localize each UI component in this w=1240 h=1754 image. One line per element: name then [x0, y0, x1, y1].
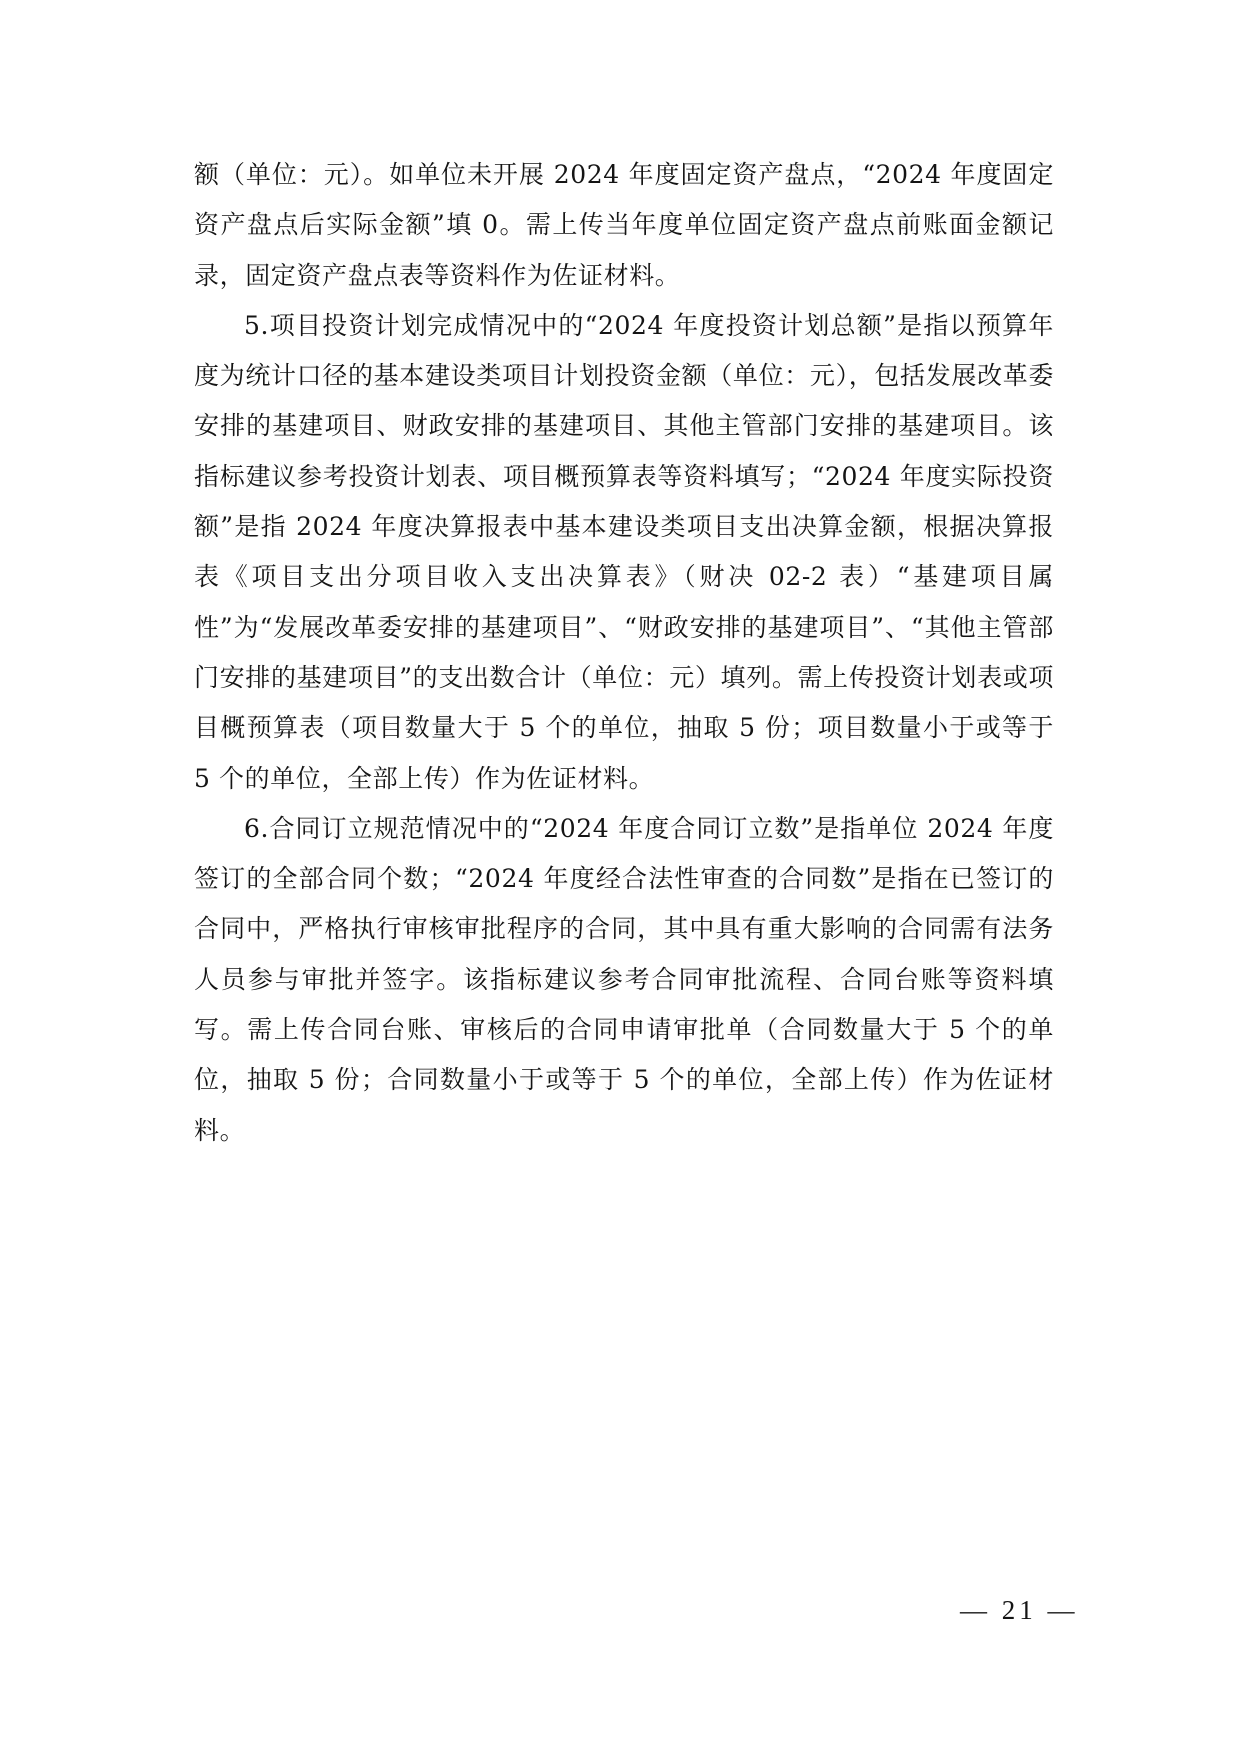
- body-text: [194, 150, 1054, 1156]
- paragraph-item-6: 6.合同订立规范情况中的“2024 年度合同订立数”是指单位 2024 年度签订的全部合同个数；“2024 年度经合法性审查的合同数”是指在已签订的合同中，严格执行审核审批程序的合同，其中具有重大影响的合同需有法务人员参与审批并签字。该指标建议参考合同审批流程、合同台账等资料填写。需上传合同台账、审核后的合同申请审批单（合同数量大于 5 个的单位，抽取 5 份；合同数量小于或等于 5 个的单位，全部上传）作为佐证材料。: [194, 813, 1054, 1145]
- paragraph-item-5: 5.项目投资计划完成情况中的“2024 年度投资计划总额”是指以预算年度为统计口径的基本建设类项目计划投资金额（单位：元），包括发展改革委安排的基建项目、财政安排的基建项目、其他主管部门安排的基建项目。该指标建议参考投资计划表、项目概预算表等资料填写；“2024 年度实际投资额”是指 2024 年度决算报表中基本建设类项目支出决算金额，根据决算报表《项目支出分项目收入支出决算表》（财决 02-2 表）“基建项目属性”为“发展改革委安排的基建项目”、“财政安排的基建项目”、“其他主管部门安排的基建项目”的支出数合计（单位：元）填列。需上传投资计划表或项目概预算表（项目数量大于 5 个的单位，抽取 5 份；项目数量小于或等于 5 个的单位，全部上传）作为佐证材料。: [194, 310, 1054, 793]
- page-number: — 21 —: [960, 1595, 1079, 1625]
- paragraph-continuation: 额（单位：元）。如单位未开展 2024 年度固定资产盘点，“2024 年度固定资产盘点后实际金额”填 0。需上传当年度单位固定资产盘点前账面金额记录，固定资产盘点表等资料作为佐证材料。: [194, 160, 1054, 290]
